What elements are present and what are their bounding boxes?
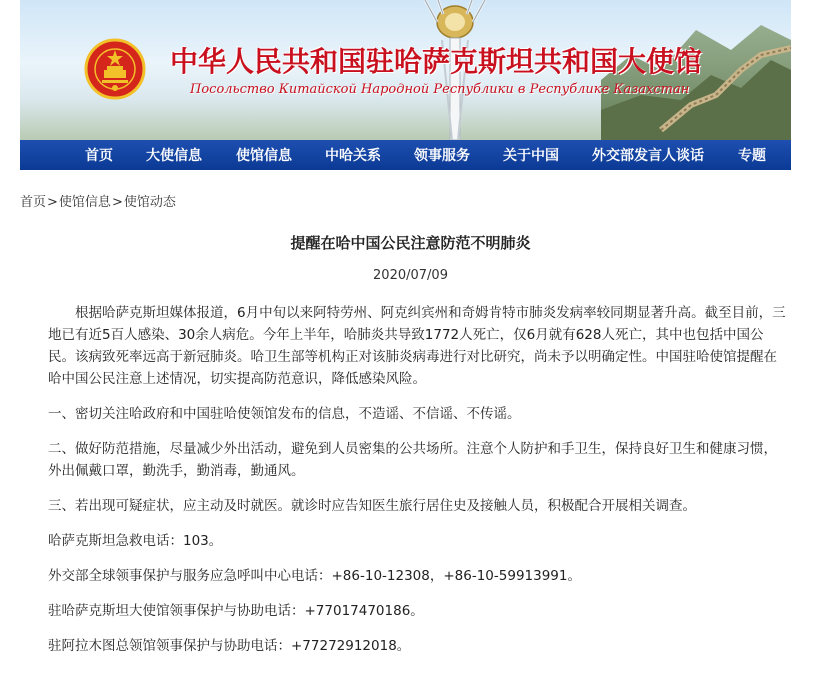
embassy-title-ru: Посольство Китайской Народной Республики в Республике Казахстан [190,82,690,97]
article-paragraph: 三、若出现可疑症状，应主动及时就医。就诊时应告知医生旅行居住史及接触人员，积极配合开展相关调查。 [48,498,696,514]
breadcrumb-embassy-news[interactable]: 使馆动态 [123,195,176,210]
article-date: 2020/07/09 [373,268,448,283]
embassy-title-cn: 中华人民共和国驻哈萨克斯坦共和国大使馆 [170,45,703,78]
article-title: 提醒在哈中国公民注意防范不明肺炎 [290,234,531,252]
breadcrumb-home[interactable]: 首页 [20,195,47,210]
article-body [48,302,788,670]
national-emblem-icon [84,38,146,100]
breadcrumb-separator: > [111,195,123,210]
breadcrumb [20,191,176,210]
breadcrumb-separator: > [47,195,58,210]
breadcrumb-embassy-info[interactable]: 使馆信息 [58,195,111,210]
header-banner [20,0,791,140]
article-paragraph: 二、做好防范措施，尽量减少外出活动，避免到人员密集的公共场所。注意个人防护和手卫生，保持良好卫生和健康习惯，外出佩戴口罩，勤洗手，勤消毒，勤通风。 [48,441,777,479]
article-paragraph: 哈萨克斯坦急救电话：103。 [48,533,223,549]
nav-item-home[interactable]: 首页 [85,148,113,164]
nav-item-china-kazakhstan[interactable]: 中哈关系 [325,148,381,164]
nav-item-spokesperson[interactable]: 外交部发言人谈话 [592,148,704,164]
article-paragraph: 外交部全球领事保护与服务应急呼叫中心电话：+86-10-12308，+86-10-59913991。 [48,568,581,584]
article-paragraph: 一、密切关注哈政府和中国驻哈使领馆发布的信息，不造谣、不信谣、不传谣。 [48,406,521,422]
article-paragraph: 根据哈萨克斯坦媒体报道，6月中旬以来阿特劳州、阿克纠宾州和奇姆肯特市肺炎发病率较同期显著升高。截至目前，三地已有近5百人感染、30余人病危。今年上半年，哈肺炎共导致1772人死亡，仅6月就有628人死亡，其中也包括中国公民。该病致死率远高于新冠肺炎。哈卫生部等机构正对该肺炎病毒进行对比研究，尚未予以明确定性。中国驻哈使馆提醒在哈中国公民注意上述情况，切实提高防范意识，降低感染风险。 [48,305,786,387]
nav-item-about-china[interactable]: 关于中国 [503,148,559,164]
nav-item-embassy-info[interactable]: 使馆信息 [236,148,292,164]
nav-item-ambassador[interactable]: 大使信息 [146,148,202,164]
article-paragraph: 驻阿拉木图总领馆领事保护与协助电话：+77272912018。 [48,638,411,654]
nav-item-consular[interactable]: 领事服务 [414,148,470,164]
main-nav [20,140,791,170]
article-paragraph: 驻哈萨克斯坦大使馆领事保护与协助电话：+77017470186。 [48,603,424,619]
nav-item-topics[interactable]: 专题 [738,148,766,164]
